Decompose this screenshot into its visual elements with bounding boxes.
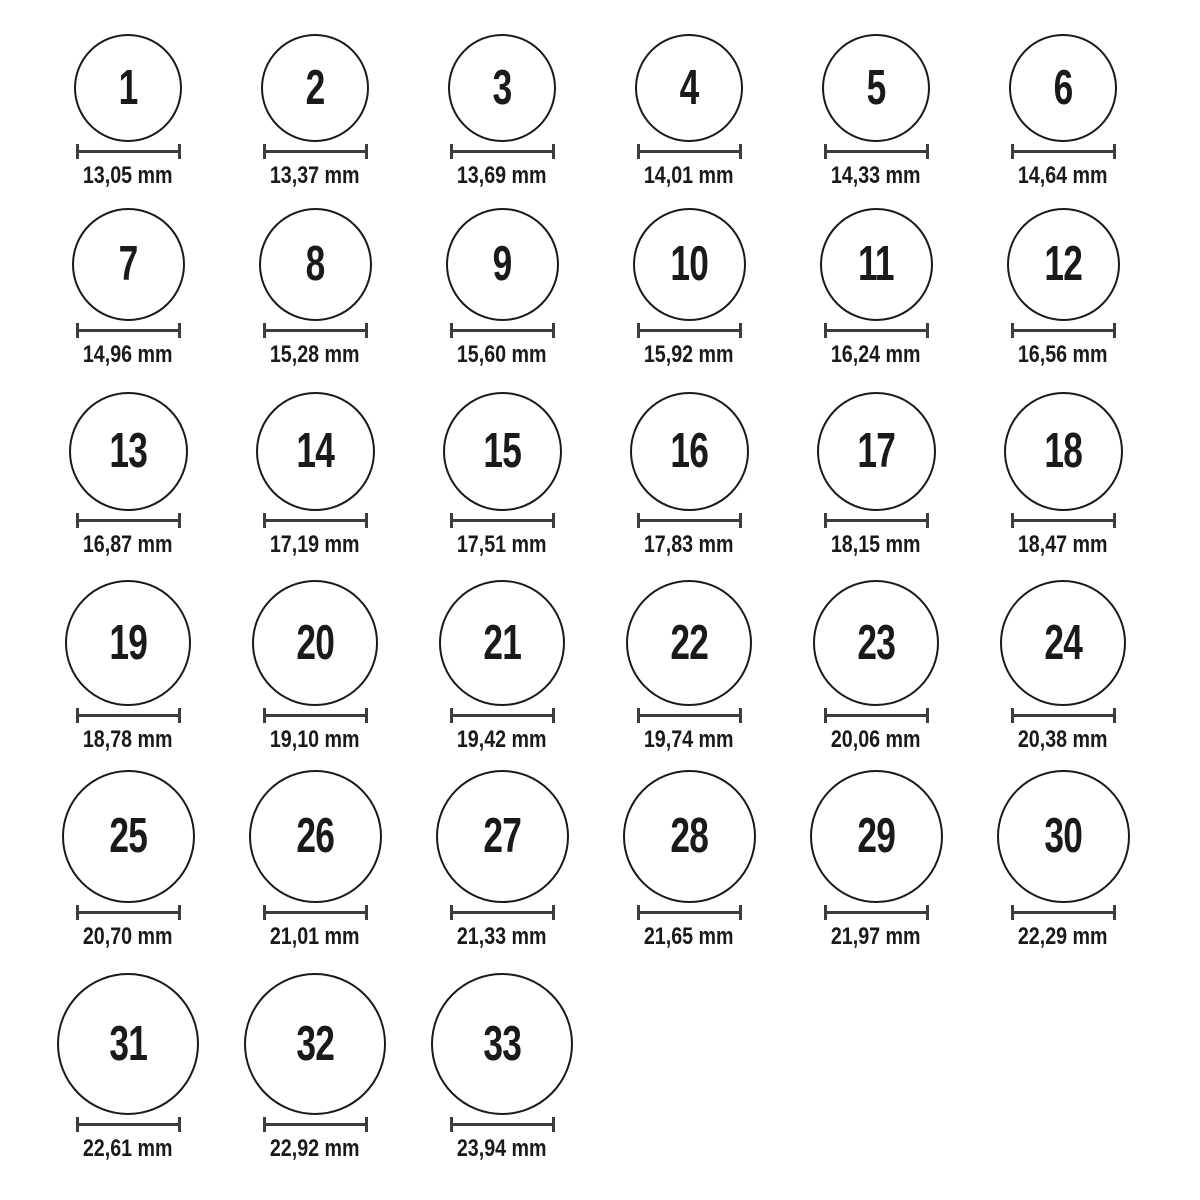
ring-size-number: 23 [857, 615, 895, 670]
dimension-bar [266, 1123, 365, 1126]
dimension-bar [266, 911, 365, 914]
diameter-dimension-line [76, 323, 181, 338]
ring-circle [623, 770, 756, 903]
ring-item [222, 973, 408, 1162]
ring-circle [633, 208, 746, 321]
ring-size-number: 28 [670, 809, 708, 863]
diameter-dimension-line [450, 513, 555, 528]
ring-size-number: 12 [1044, 237, 1082, 291]
diameter-label-text: 14,96 mm [83, 341, 173, 368]
dimension-bar [827, 329, 926, 332]
diameter-dimension-line [450, 1117, 555, 1132]
ring-circle [997, 770, 1130, 903]
ring-item [222, 392, 408, 558]
dimension-bar [79, 714, 178, 717]
diameter-label [260, 162, 369, 189]
diameter-dimension-line [824, 323, 929, 338]
diameter-dimension-line [824, 144, 929, 159]
diameter-label [260, 923, 369, 950]
ring-item [783, 208, 969, 368]
diameter-label [821, 726, 930, 753]
ring-circle [259, 208, 372, 321]
diameter-dimension-line [824, 905, 929, 920]
ring-size-number: 3 [492, 60, 512, 115]
diameter-label [634, 726, 743, 753]
ring-circle [57, 973, 199, 1115]
diameter-dimension-line [450, 905, 555, 920]
diameter-label [260, 726, 369, 753]
diameter-label-text: 23,94 mm [457, 1135, 547, 1162]
diameter-label-text: 19,42 mm [457, 726, 547, 753]
ring-item [35, 34, 221, 189]
diameter-label-text: 22,29 mm [1018, 923, 1108, 950]
ring-item [970, 208, 1156, 368]
ring-size-number: 9 [492, 237, 512, 291]
dimension-bar [1014, 150, 1113, 153]
ring-size-number: 33 [483, 1016, 521, 1071]
dimension-bar [79, 329, 178, 332]
diameter-label [1008, 726, 1117, 753]
ring-item [970, 34, 1156, 189]
diameter-dimension-line [76, 513, 181, 528]
diameter-label-text: 13,37 mm [270, 162, 360, 189]
ring-size-number: 29 [857, 809, 895, 863]
diameter-label-text: 21,97 mm [831, 923, 921, 950]
diameter-label [260, 1135, 369, 1162]
diameter-label [73, 923, 182, 950]
diameter-dimension-line [1011, 905, 1116, 920]
dimension-bar [453, 714, 552, 717]
ring-size-number: 2 [305, 60, 325, 115]
ring-size-number: 25 [109, 809, 147, 863]
ring-size-number: 7 [118, 237, 138, 291]
diameter-label [73, 726, 182, 753]
ring-size-number: 1 [118, 60, 138, 115]
diameter-dimension-line [450, 323, 555, 338]
ring-size-number: 4 [679, 60, 699, 115]
diameter-dimension-line [1011, 144, 1116, 159]
diameter-label-text: 14,33 mm [831, 162, 921, 189]
diameter-dimension-line [263, 905, 368, 920]
ring-circle [626, 580, 752, 706]
diameter-dimension-line [76, 1117, 181, 1132]
ring-size-number: 31 [109, 1016, 147, 1071]
diameter-label-text: 19,10 mm [270, 726, 360, 753]
ring-size-number: 10 [670, 237, 708, 291]
ring-item [596, 770, 782, 950]
ring-item [970, 580, 1156, 753]
diameter-dimension-line [263, 1117, 368, 1132]
dimension-bar [827, 150, 926, 153]
ring-size-number: 22 [670, 615, 708, 670]
ring-size-number: 14 [296, 424, 334, 478]
dimension-bar [640, 329, 739, 332]
ring-item [222, 208, 408, 368]
diameter-label-text: 18,78 mm [83, 726, 173, 753]
diameter-dimension-line [637, 905, 742, 920]
ring-circle [817, 392, 936, 511]
ring-item [409, 770, 595, 950]
dimension-bar [266, 519, 365, 522]
diameter-dimension-line [450, 708, 555, 723]
ring-circle [69, 392, 188, 511]
ring-item [783, 34, 969, 189]
ring-size-number: 11 [858, 237, 894, 291]
diameter-label [447, 923, 556, 950]
ring-item [596, 392, 782, 558]
diameter-dimension-line [1011, 708, 1116, 723]
ring-size-number: 6 [1053, 60, 1073, 115]
ring-item [35, 973, 221, 1162]
diameter-dimension-line [263, 144, 368, 159]
ring-circle [436, 770, 569, 903]
diameter-label-text: 14,64 mm [1018, 162, 1108, 189]
ring-circle [1007, 208, 1120, 321]
diameter-label-text: 20,38 mm [1018, 726, 1108, 753]
dimension-bar [266, 714, 365, 717]
diameter-dimension-line [1011, 323, 1116, 338]
ring-circle [256, 392, 375, 511]
diameter-label-text: 17,19 mm [270, 531, 360, 558]
dimension-bar [453, 150, 552, 153]
ring-size-number: 8 [305, 237, 325, 291]
ring-item [222, 770, 408, 950]
diameter-dimension-line [637, 513, 742, 528]
ring-circle [72, 208, 185, 321]
diameter-label [821, 162, 930, 189]
diameter-label-text: 22,61 mm [83, 1135, 173, 1162]
ring-item [222, 34, 408, 189]
ring-size-number: 5 [866, 60, 886, 115]
diameter-dimension-line [76, 708, 181, 723]
diameter-label-text: 22,92 mm [270, 1135, 360, 1162]
diameter-label [634, 162, 743, 189]
dimension-bar [640, 519, 739, 522]
ring-circle [635, 34, 743, 142]
diameter-label [1008, 923, 1117, 950]
diameter-label-text: 20,70 mm [83, 923, 173, 950]
diameter-label [634, 531, 743, 558]
diameter-label [1008, 531, 1117, 558]
ring-circle [443, 392, 562, 511]
diameter-dimension-line [637, 144, 742, 159]
ring-circle [249, 770, 382, 903]
ring-circle [630, 392, 749, 511]
diameter-dimension-line [76, 144, 181, 159]
ring-size-number: 26 [296, 809, 334, 863]
diameter-dimension-line [824, 708, 929, 723]
dimension-bar [79, 519, 178, 522]
ring-circle [810, 770, 943, 903]
dimension-bar [1014, 329, 1113, 332]
ring-item [596, 208, 782, 368]
diameter-label-text: 16,87 mm [83, 531, 173, 558]
diameter-label-text: 16,56 mm [1018, 341, 1108, 368]
diameter-label-text: 21,65 mm [644, 923, 734, 950]
ring-item [35, 392, 221, 558]
ring-item [970, 392, 1156, 558]
diameter-dimension-line [824, 513, 929, 528]
diameter-label-text: 13,05 mm [83, 162, 173, 189]
ring-item [35, 580, 221, 753]
dimension-bar [79, 911, 178, 914]
diameter-label [73, 341, 182, 368]
ring-circle [65, 580, 191, 706]
diameter-label [447, 162, 556, 189]
ring-circle [448, 34, 556, 142]
diameter-label [1008, 341, 1117, 368]
ring-circle [431, 973, 573, 1115]
ring-item [222, 580, 408, 753]
ring-circle [813, 580, 939, 706]
diameter-label-text: 17,83 mm [644, 531, 734, 558]
diameter-label [73, 1135, 182, 1162]
ring-item [596, 34, 782, 189]
ring-circle [244, 973, 386, 1115]
ring-size-number: 20 [296, 615, 334, 670]
ring-circle [62, 770, 195, 903]
ring-size-number: 18 [1044, 424, 1082, 478]
dimension-bar [640, 911, 739, 914]
diameter-label [447, 341, 556, 368]
diameter-label [821, 341, 930, 368]
dimension-bar [1014, 911, 1113, 914]
ring-size-number: 13 [109, 424, 147, 478]
diameter-label-text: 18,47 mm [1018, 531, 1108, 558]
diameter-label [634, 341, 743, 368]
dimension-bar [640, 150, 739, 153]
dimension-bar [266, 329, 365, 332]
ring-circle [261, 34, 369, 142]
diameter-dimension-line [76, 905, 181, 920]
diameter-label-text: 18,15 mm [831, 531, 921, 558]
ring-item [409, 208, 595, 368]
diameter-label [260, 531, 369, 558]
diameter-label [821, 923, 930, 950]
diameter-label-text: 17,51 mm [457, 531, 547, 558]
diameter-label-text: 15,60 mm [457, 341, 547, 368]
dimension-bar [79, 150, 178, 153]
diameter-label [73, 162, 182, 189]
diameter-label [73, 531, 182, 558]
diameter-label [821, 531, 930, 558]
ring-circle [439, 580, 565, 706]
ring-size-number: 24 [1044, 615, 1082, 670]
ring-size-number: 27 [483, 809, 521, 863]
ring-item [409, 34, 595, 189]
diameter-label [1008, 162, 1117, 189]
ring-size-number: 19 [109, 615, 147, 670]
diameter-label-text: 19,74 mm [644, 726, 734, 753]
ring-size-number: 32 [296, 1016, 334, 1071]
ring-item [35, 208, 221, 368]
ring-circle [1000, 580, 1126, 706]
diameter-dimension-line [637, 708, 742, 723]
diameter-label-text: 15,28 mm [270, 341, 360, 368]
dimension-bar [266, 150, 365, 153]
ring-size-number: 17 [857, 424, 895, 478]
ring-circle [446, 208, 559, 321]
diameter-dimension-line [637, 323, 742, 338]
ring-item [783, 580, 969, 753]
dimension-bar [453, 1123, 552, 1126]
diameter-label [447, 1135, 556, 1162]
ring-circle [822, 34, 930, 142]
diameter-dimension-line [263, 323, 368, 338]
ring-circle [74, 34, 182, 142]
diameter-label-text: 21,33 mm [457, 923, 547, 950]
ring-circle [820, 208, 933, 321]
dimension-bar [453, 911, 552, 914]
diameter-label-text: 15,92 mm [644, 341, 734, 368]
diameter-label-text: 21,01 mm [270, 923, 360, 950]
diameter-dimension-line [450, 144, 555, 159]
ring-item [409, 580, 595, 753]
dimension-bar [827, 714, 926, 717]
ring-item [970, 770, 1156, 950]
ring-size-number: 15 [483, 424, 521, 478]
ring-circle [252, 580, 378, 706]
diameter-label [260, 341, 369, 368]
ring-item [409, 392, 595, 558]
diameter-label-text: 13,69 mm [457, 162, 547, 189]
ring-size-number: 30 [1044, 809, 1082, 863]
diameter-dimension-line [263, 513, 368, 528]
ring-item [596, 580, 782, 753]
ring-circle [1009, 34, 1117, 142]
dimension-bar [827, 911, 926, 914]
ring-item [35, 770, 221, 950]
diameter-label-text: 16,24 mm [831, 341, 921, 368]
diameter-label [447, 531, 556, 558]
ring-size-number: 16 [670, 424, 708, 478]
diameter-label [447, 726, 556, 753]
dimension-bar [453, 519, 552, 522]
diameter-label [634, 923, 743, 950]
diameter-dimension-line [1011, 513, 1116, 528]
ring-item [783, 770, 969, 950]
dimension-bar [640, 714, 739, 717]
dimension-bar [453, 329, 552, 332]
dimension-bar [79, 1123, 178, 1126]
dimension-bar [1014, 519, 1113, 522]
dimension-bar [1014, 714, 1113, 717]
ring-circle [1004, 392, 1123, 511]
ring-item [409, 973, 595, 1162]
diameter-label-text: 20,06 mm [831, 726, 921, 753]
diameter-dimension-line [263, 708, 368, 723]
diameter-label-text: 14,01 mm [644, 162, 734, 189]
ring-size-number: 21 [483, 615, 521, 670]
ring-item [783, 392, 969, 558]
dimension-bar [827, 519, 926, 522]
